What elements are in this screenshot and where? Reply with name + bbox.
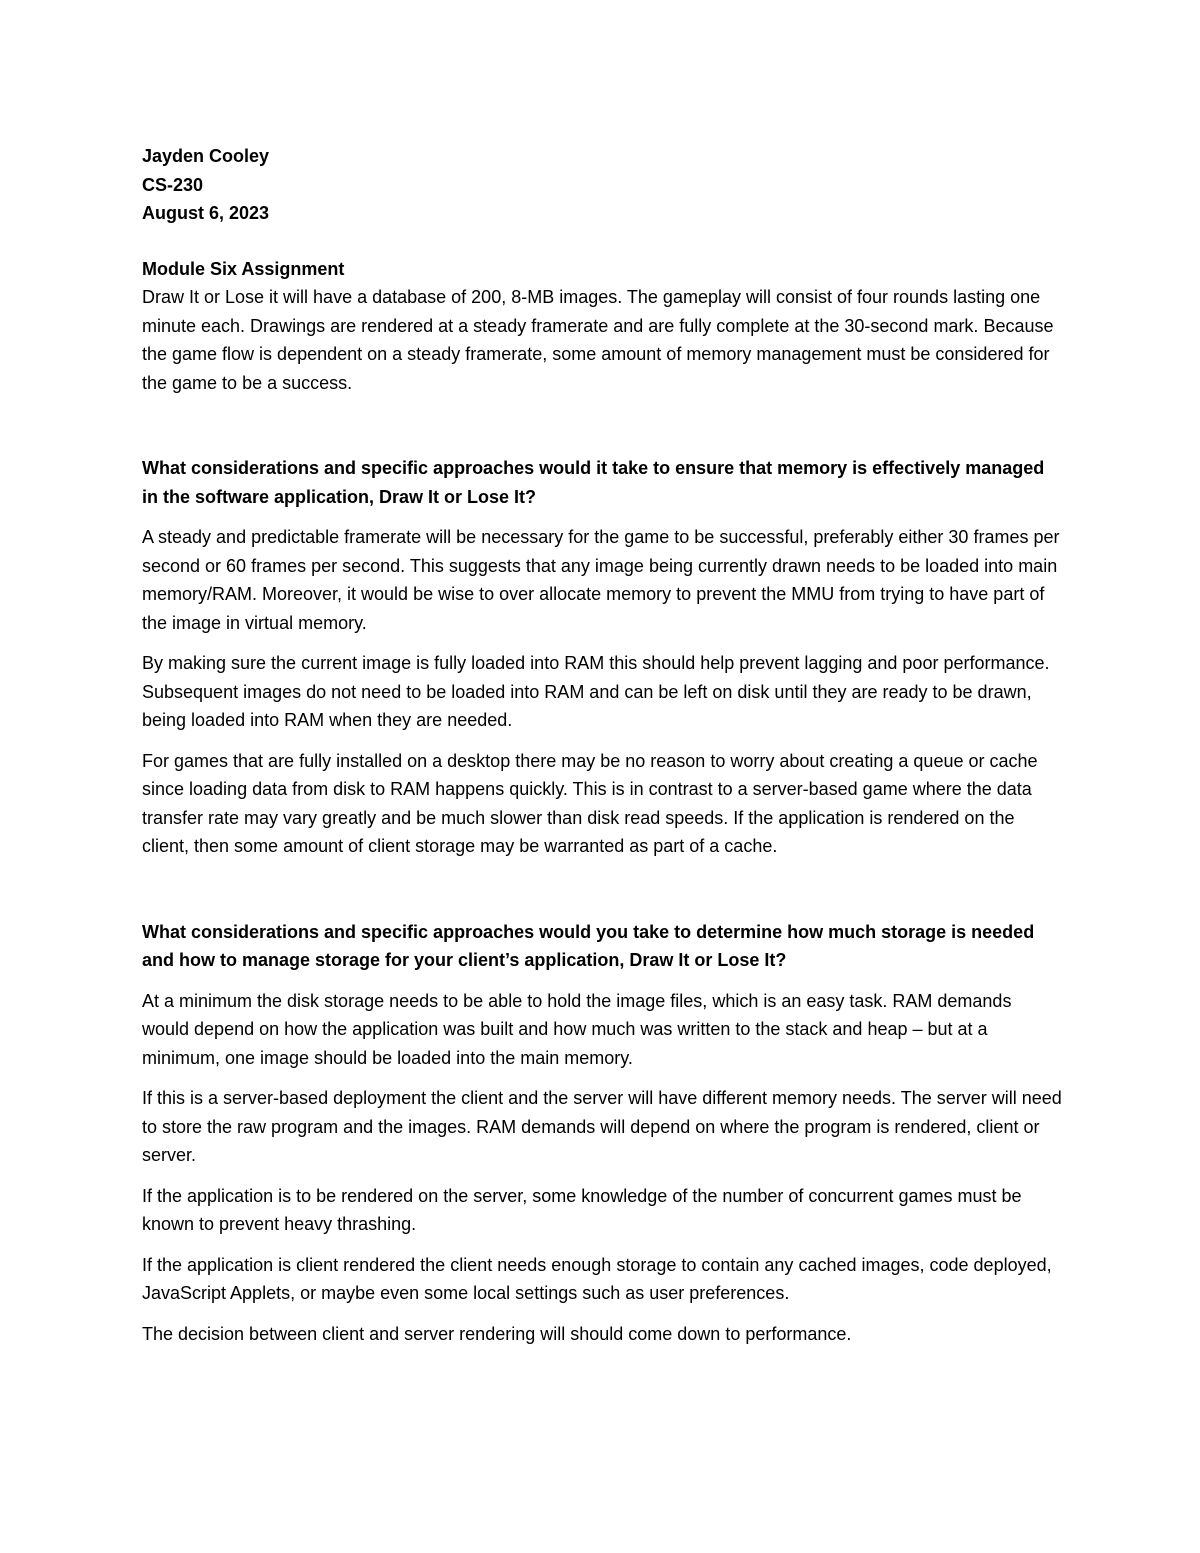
course-code: CS-230 — [142, 174, 204, 195]
section1-question: What considerations and specific approaches would it take to ensure that memory is effectively managed in the software application, Draw It or Lose It? — [142, 458, 1045, 507]
document-body — [142, 142, 1062, 1348]
section2-question: What considerations and specific approaches would you take to determine how much storage is needed and how to manage storage for your client’s application, Draw It or Lose It? — [142, 921, 1035, 970]
author-name: Jayden Cooley — [142, 146, 270, 166]
section2-paragraph-2: If this is a server-based deployment the client and the server will have different memory needs. The server will need to store the raw program and the images. RAM demands will depend on where the program is rendered, client or server. — [142, 1088, 1062, 1165]
section2-paragraph-5: The decision between client and server rendering will should come down to performance. — [142, 1323, 852, 1344]
document-date: August 6, 2023 — [142, 203, 270, 223]
section1-paragraph-2: By making sure the current image is fully loaded into RAM this should help prevent lagging and poor performance. Subsequent images do not need to be loaded into RAM and can be left on disk until they are ready to be drawn, being loaded into RAM when they are needed. — [142, 653, 1050, 730]
section2-paragraph-1: At a minimum the disk storage needs to be able to hold the image files, which is an easy task. RAM demands would depend on how the application was built and how much was written to the stack and heap – but at a minimum, one image should be loaded into the main memory. — [142, 990, 1012, 1068]
intro-paragraph: Draw It or Lose it will have a database of 200, 8-MB images. The gameplay will consist of four rounds lasting one minute each. Drawings are rendered at a steady framerate and are fully complete at the 30-second mark. Because the game flow is dependent on a steady framerate, some amount of memory management must be considered for the game to be a success. — [142, 287, 1054, 393]
section1-paragraph-1: A steady and predictable framerate will be necessary for the game to be successful, preferably either 30 frames per second or 60 frames per second. This suggests that any image being currently drawn needs to be loaded into main memory/RAM. Moreover, it would be wise to over allocate memory to prevent the MMU from trying to have part of the image in virtual memory. — [142, 527, 1060, 633]
section1-paragraph-3: For games that are fully installed on a desktop there may be no reason to worry about creating a queue or cache since loading data from disk to RAM happens quickly. This is in contrast to a server-based game where the data transfer rate may vary greatly and be much slower than disk read speeds. If the application is rendered on the client, then some amount of client storage may be warranted as part of a cache. — [142, 750, 1038, 856]
section2-paragraph-3: If the application is to be rendered on the server, some knowledge of the number of concurrent games must be known to prevent heavy thrashing. — [142, 1185, 1022, 1234]
section2-paragraph-4: If the application is client rendered the client needs enough storage to contain any cached images, code deployed, JavaScript Applets, or maybe even some local settings such as user preferences. — [142, 1254, 1052, 1303]
module-title: Module Six Assignment — [142, 258, 345, 279]
